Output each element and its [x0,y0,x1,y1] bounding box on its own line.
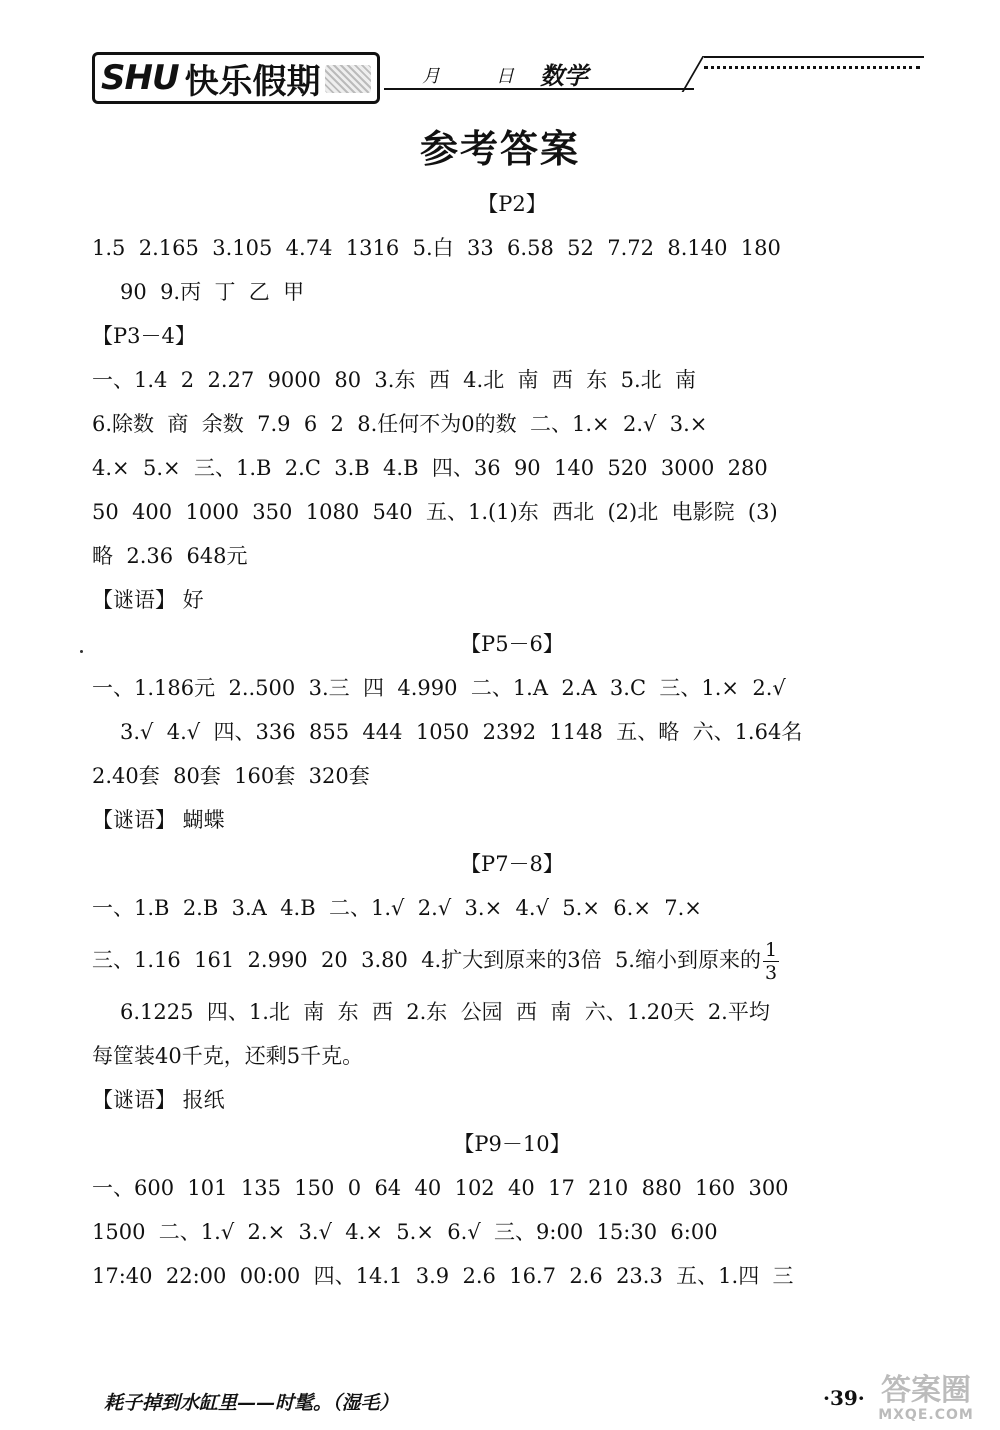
answer-line: 1500 二、1.√ 2.× 3.√ 4.× 5.× 6.√ 三、9:00 15:30 6:00 [92,1220,718,1244]
fraction [763,939,779,984]
riddle-answer: 【谜语】 报纸 [92,1088,225,1112]
header-underline [384,88,694,90]
brand-logo [92,52,380,104]
section-heading-p7-8: 【P7－8】 [460,852,564,876]
answer-line: 1.5 2.165 3.105 4.74 1316 5.白 33 6.58 52 7.72 8.140 180 [92,236,781,260]
day-label: 日 [496,66,514,87]
section-heading-p5-6: 【P5－6】 [460,632,564,656]
answer-line: 一、600 101 135 150 0 64 40 102 40 17 210 880 160 300 [92,1176,789,1200]
logo-chinese-text: 快乐假期 [184,61,321,102]
answer-line: 一、1.4 2 2.27 9000 80 3.东 西 4.北 南 西 东 5.北 南 [92,368,696,392]
fraction-numerator: 1 [764,939,778,961]
answer-line: 略 2.36 648元 [92,544,248,568]
header-dotted-rule [704,66,920,69]
margin-dot [80,650,83,653]
answer-line: 一、1.B 2.B 3.A 4.B 二、1.√ 2.√ 3.× 4.√ 5.× 6.× 7.× [92,896,702,920]
answer-content [92,182,932,1298]
answer-line: 50 400 1000 350 1080 540 五、1.(1)东 西北 (2)北 电影院 (3) [92,500,778,524]
section-heading-p2: 【P2】 [477,192,547,216]
answer-line: 6.1225 四、1.北 南 东 西 2.东 公园 西 南 六、1.20天 2.平均 [120,1000,770,1024]
answer-line: 17:40 22:00 00:00 四、14.1 3.9 2.6 16.7 2.6 23.3 五、1.四 三 [92,1264,794,1288]
footer-riddle: 耗子掉到水缸里——时髦。（湿毛） [104,1392,399,1414]
answer-line-with-fraction [92,930,932,990]
subject-label: 数学 [540,61,588,90]
month-label: 月 [422,66,440,87]
page-header [92,48,922,108]
answer-line: 90 9.丙 丁 乙 甲 [120,280,305,304]
answer-line: 6.除数 商 余数 7.9 6 2 8.任何不为0的数 二、1.× 2.√ 3.× [92,412,708,436]
header-divider [682,56,705,92]
header-top-rule [704,56,924,58]
answer-line: 一、1.186元 2..500 3.三 四 4.990 二、1.A 2.A 3.C 三、1.× 2.√ [92,676,786,700]
answer-line: 4.× 5.× 三、1.B 2.C 3.B 4.B 四、36 90 140 520 3000 280 [92,456,768,480]
section-heading-p9-10: 【P9－10】 [453,1132,571,1156]
fraction-denominator: 3 [764,962,778,984]
page-number: ·39· [823,1386,865,1410]
logo-latin-text: SHU [101,58,179,98]
watermark-text: 答案圈 [881,1373,971,1408]
riddle-answer: 【谜语】 蝴蝶 [92,808,225,832]
page-title: 参考答案 [419,127,580,171]
answer-line-text: 三、1.16 161 2.990 20 3.80 4.扩大到原来的3倍 5.缩小到原来的 [92,948,761,972]
answer-line: 3.√ 4.√ 四、336 855 444 1050 2392 1148 五、略 六、1.64名 [120,720,803,744]
watermark-url: MXQE.COM [878,1407,974,1423]
answer-line: 2.40套 80套 160套 320套 [92,764,370,788]
logo-decoration-icon [325,65,371,93]
watermark-logo [860,1373,992,1426]
section-heading-p3-4: 【P3－4】 [92,324,196,348]
answer-line: 每筐装40千克，还剩5千克。 [92,1044,364,1068]
riddle-answer: 【谜语】 好 [92,588,204,612]
